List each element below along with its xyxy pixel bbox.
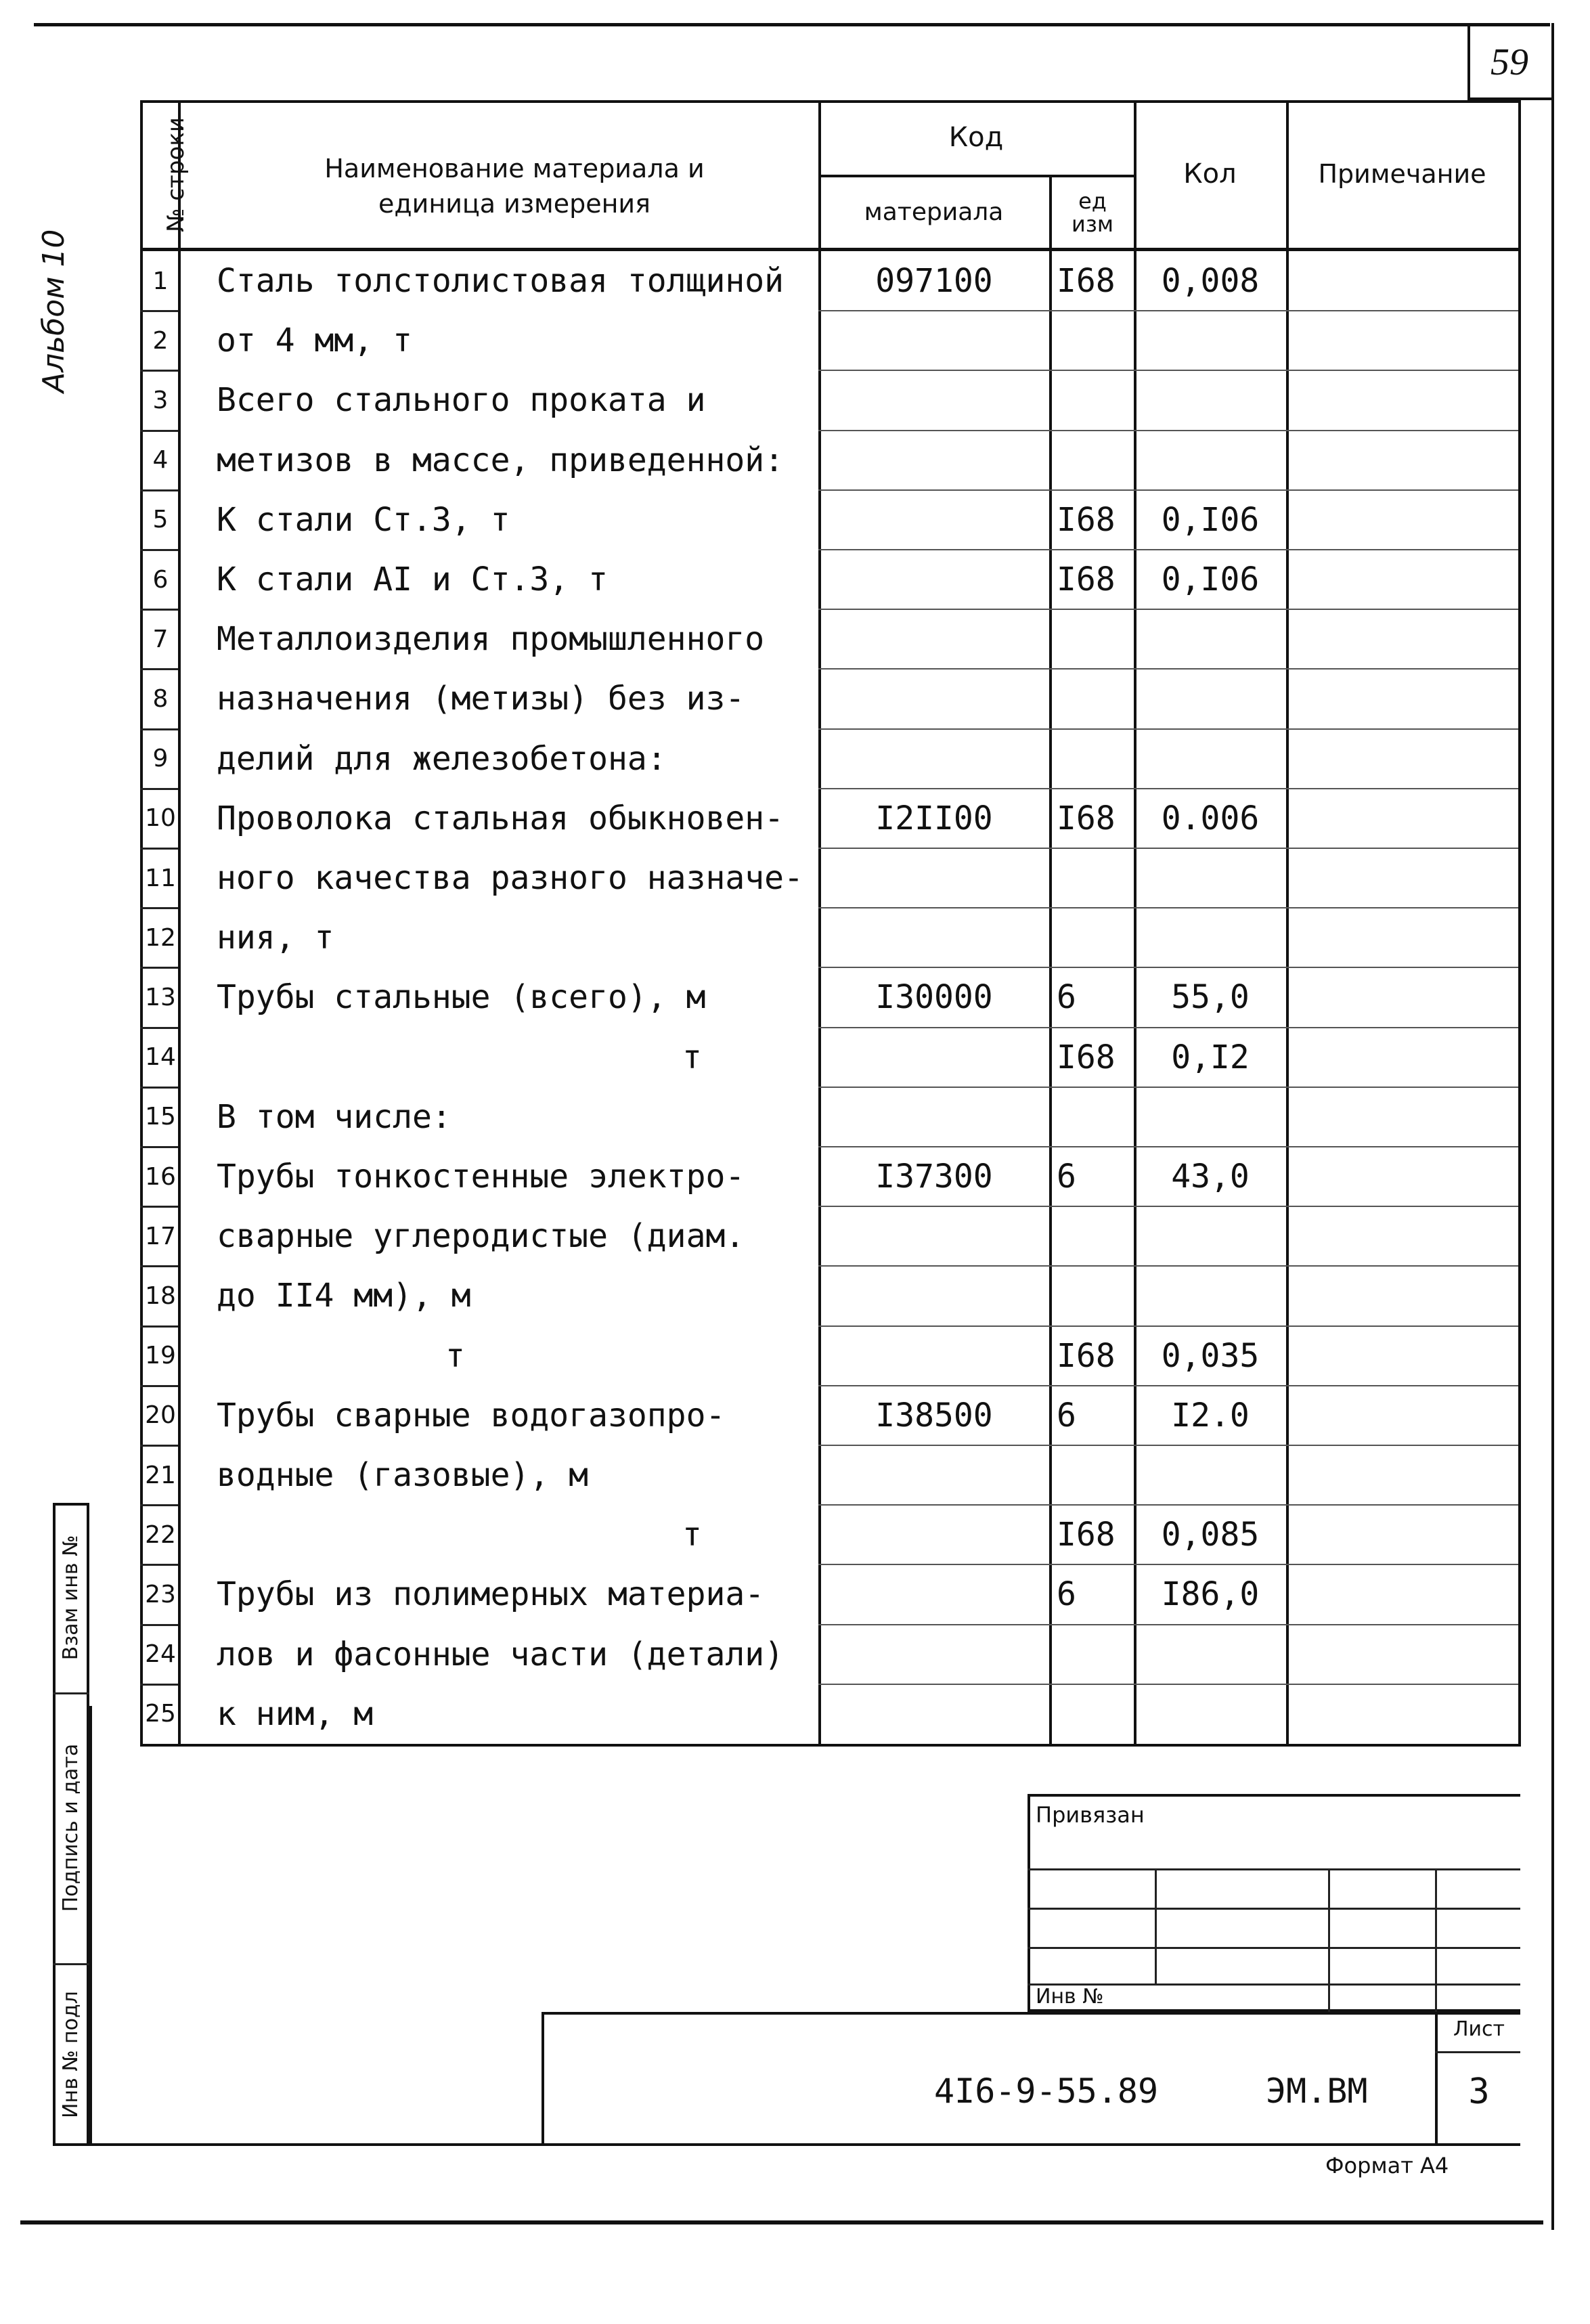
bottom-rule — [20, 2220, 1543, 2224]
material-code — [820, 609, 1048, 669]
unit-code — [1051, 848, 1138, 908]
material-name: метизов в массе, приведенной: — [217, 441, 785, 479]
row-number: 21 — [145, 1461, 176, 1489]
quantity — [1135, 609, 1285, 669]
material-code: I38500 — [875, 1396, 993, 1434]
material-code — [820, 1445, 1048, 1505]
unit-code — [1051, 1625, 1138, 1684]
row-number: 18 — [145, 1281, 176, 1310]
document-mark: ЭМ.ВМ — [1266, 2071, 1368, 2111]
material-name: делий для железобетона: — [217, 739, 667, 778]
quantity — [1135, 370, 1285, 430]
material-code: I2II00 — [875, 799, 993, 837]
note-cell — [1287, 1505, 1516, 1564]
quantity: I86,0 — [1161, 1575, 1260, 1614]
stamp-inv-podl: Инв № подл — [59, 1991, 83, 2118]
material-name: т — [445, 1336, 465, 1375]
row-number: 1 — [152, 267, 169, 295]
row-number: 17 — [145, 1222, 176, 1250]
row-number: 6 — [152, 565, 169, 594]
right-edge-line — [1551, 23, 1554, 2230]
material-code — [820, 490, 1048, 550]
header-unit: ед изм — [1072, 188, 1113, 237]
note-cell — [1287, 370, 1516, 430]
note-cell — [1287, 1326, 1516, 1386]
material-name: до II4 мм), м — [217, 1277, 471, 1315]
material-code — [820, 669, 1048, 728]
note-cell — [1287, 251, 1516, 311]
format-label: Формат А4 — [1325, 2153, 1449, 2178]
unit-code: 6 — [1057, 978, 1076, 1017]
note-cell — [1287, 908, 1516, 967]
material-name: Трубы стальные (всего), м — [217, 978, 706, 1017]
note-cell — [1287, 1206, 1516, 1266]
material-code — [820, 1625, 1048, 1684]
note-cell — [1287, 967, 1516, 1027]
note-cell — [1287, 1625, 1516, 1684]
material-code — [820, 1087, 1048, 1147]
material-code — [820, 1684, 1048, 1744]
note-cell — [1287, 1386, 1516, 1445]
row-number: 23 — [145, 1580, 176, 1608]
material-name: В том числе: — [217, 1097, 451, 1136]
quantity — [1135, 1445, 1285, 1505]
material-code — [820, 370, 1048, 430]
unit-code: I68 — [1057, 1336, 1116, 1375]
quantity — [1135, 1625, 1285, 1684]
quantity: 0,085 — [1161, 1516, 1260, 1554]
material-name: лов и фасонные части (детали) — [217, 1635, 785, 1673]
row-number: 5 — [152, 506, 169, 534]
unit-code: I68 — [1057, 262, 1116, 301]
row-number: 8 — [152, 684, 169, 713]
quantity: 55,0 — [1171, 978, 1250, 1017]
quantity — [1135, 848, 1285, 908]
sheet-number: 3 — [1468, 2071, 1490, 2112]
note-cell — [1287, 609, 1516, 669]
row-number: 24 — [145, 1640, 176, 1669]
header-row-no: № строки — [162, 117, 190, 232]
note-cell — [1287, 1684, 1516, 1744]
material-name: Проволока стальная обыкновен- — [217, 799, 785, 837]
header-name: Наименование материала и единица измерения — [324, 154, 705, 219]
quantity — [1135, 908, 1285, 967]
material-name: водные (газовые), м — [217, 1456, 589, 1495]
quantity: I2.0 — [1171, 1396, 1250, 1434]
quantity: 0.006 — [1161, 799, 1260, 837]
material-name: сварные углеродистые (диам. — [217, 1217, 745, 1256]
row-number: 7 — [152, 625, 169, 653]
unit-code — [1051, 1445, 1138, 1505]
unit-code — [1051, 311, 1138, 370]
material-code — [820, 311, 1048, 370]
note-cell — [1287, 848, 1516, 908]
note-cell — [1287, 729, 1516, 789]
material-code — [820, 1028, 1048, 1087]
material-code — [820, 729, 1048, 789]
unit-code — [1051, 1684, 1138, 1744]
note-cell — [1287, 311, 1516, 370]
material-name: Всего стального проката и — [217, 381, 706, 420]
unit-code — [1051, 1206, 1138, 1266]
quantity: 0,035 — [1161, 1336, 1260, 1375]
quantity: 0,008 — [1161, 262, 1260, 301]
note-cell — [1287, 1147, 1516, 1206]
material-name: ного качества разного назначе- — [217, 859, 803, 898]
row-number: 13 — [145, 983, 176, 1011]
header-code: Код — [948, 122, 1004, 153]
material-code — [820, 1505, 1048, 1564]
row-number: 22 — [145, 1520, 176, 1549]
unit-code: I68 — [1057, 799, 1116, 837]
unit-code — [1051, 1266, 1138, 1325]
quantity — [1135, 1206, 1285, 1266]
material-code: 097100 — [875, 262, 993, 301]
unit-code — [1051, 370, 1138, 430]
row-number: 19 — [145, 1342, 176, 1370]
quantity: 0,I2 — [1171, 1038, 1250, 1076]
unit-code: I68 — [1057, 561, 1116, 599]
unit-code: 6 — [1057, 1396, 1076, 1434]
unit-code: I68 — [1057, 1038, 1116, 1076]
material-name: к ним, м — [217, 1694, 374, 1733]
material-code — [820, 1564, 1048, 1624]
row-number: 12 — [145, 923, 176, 952]
privyazan-label: Привязан — [1036, 1802, 1145, 1828]
album-label: Альбом 10 — [37, 229, 71, 393]
material-name: Трубы сварные водогазопро- — [217, 1396, 726, 1434]
quantity — [1135, 1087, 1285, 1147]
quantity — [1135, 1684, 1285, 1744]
top-rule — [34, 23, 1550, 26]
row-number: 20 — [145, 1401, 176, 1430]
quantity — [1135, 729, 1285, 789]
title-block-top — [542, 2012, 1520, 2015]
material-code — [820, 848, 1048, 908]
material-name: К стали Ст.3, т — [217, 500, 510, 539]
header-note: Примечание — [1318, 159, 1486, 189]
stamp-vzam: Взам инв № — [59, 1535, 83, 1661]
row-number: 3 — [152, 386, 169, 414]
material-code: I30000 — [875, 978, 993, 1017]
note-cell — [1287, 1028, 1516, 1087]
material-name: от 4 мм, т — [217, 322, 412, 360]
quantity — [1135, 669, 1285, 728]
note-cell — [1287, 789, 1516, 848]
note-cell — [1287, 1564, 1516, 1624]
material-name: Трубы тонкостенные электро- — [217, 1158, 745, 1196]
note-cell — [1287, 669, 1516, 728]
material-code: I37300 — [875, 1158, 993, 1196]
material-code — [820, 1206, 1048, 1266]
material-code — [820, 550, 1048, 609]
row-number: 16 — [145, 1162, 176, 1191]
document-code: 4I6-9-55.89 — [934, 2071, 1159, 2111]
page-number: 59 — [1490, 41, 1528, 83]
unit-code — [1051, 908, 1138, 967]
unit-code — [1051, 669, 1138, 728]
row-number: 2 — [152, 326, 169, 355]
material-name: ния, т — [217, 919, 334, 957]
material-code — [820, 908, 1048, 967]
inv-no-label: Инв № — [1036, 1985, 1104, 2009]
material-name: назначения (метизы) без из- — [217, 680, 745, 718]
material-code — [820, 1326, 1048, 1386]
row-number: 11 — [145, 864, 176, 892]
row-number: 25 — [145, 1700, 176, 1728]
material-code — [820, 1266, 1048, 1325]
unit-code: 6 — [1057, 1158, 1076, 1196]
row-number: 4 — [152, 446, 169, 475]
row-number: 15 — [145, 1103, 176, 1131]
stamp-podpis: Подпись и дата — [59, 1743, 83, 1912]
material-name: Металлоизделия промышленного — [217, 620, 765, 659]
unit-code: I68 — [1057, 1516, 1116, 1554]
row-number: 9 — [152, 745, 169, 773]
row-number: 10 — [145, 804, 176, 833]
quantity — [1135, 311, 1285, 370]
material-name: К стали АI и Ст.3, т — [217, 561, 608, 599]
quantity: 0,I06 — [1161, 500, 1260, 539]
note-cell — [1287, 550, 1516, 609]
material-code — [820, 431, 1048, 490]
material-name: т — [682, 1038, 702, 1076]
unit-code — [1051, 609, 1138, 669]
unit-code: I68 — [1057, 500, 1116, 539]
material-name: Сталь толстолистовая толщиной — [217, 262, 785, 301]
note-cell — [1287, 1266, 1516, 1325]
sheet-label: Лист — [1453, 2017, 1505, 2041]
header-qty: Кол — [1183, 158, 1237, 190]
quantity: 0,I06 — [1161, 561, 1260, 599]
unit-code — [1051, 431, 1138, 490]
quantity — [1135, 1266, 1285, 1325]
note-cell — [1287, 431, 1516, 490]
quantity — [1135, 431, 1285, 490]
row-number: 14 — [145, 1043, 176, 1072]
header-material: материала — [864, 198, 1004, 226]
note-cell — [1287, 490, 1516, 550]
unit-code — [1051, 729, 1138, 789]
note-cell — [1287, 1087, 1516, 1147]
note-cell — [1287, 1445, 1516, 1505]
unit-code: 6 — [1057, 1575, 1076, 1614]
material-name: т — [682, 1516, 702, 1554]
unit-code — [1051, 1087, 1138, 1147]
quantity: 43,0 — [1171, 1158, 1250, 1196]
material-name: Трубы из полимерных материа- — [217, 1575, 765, 1614]
